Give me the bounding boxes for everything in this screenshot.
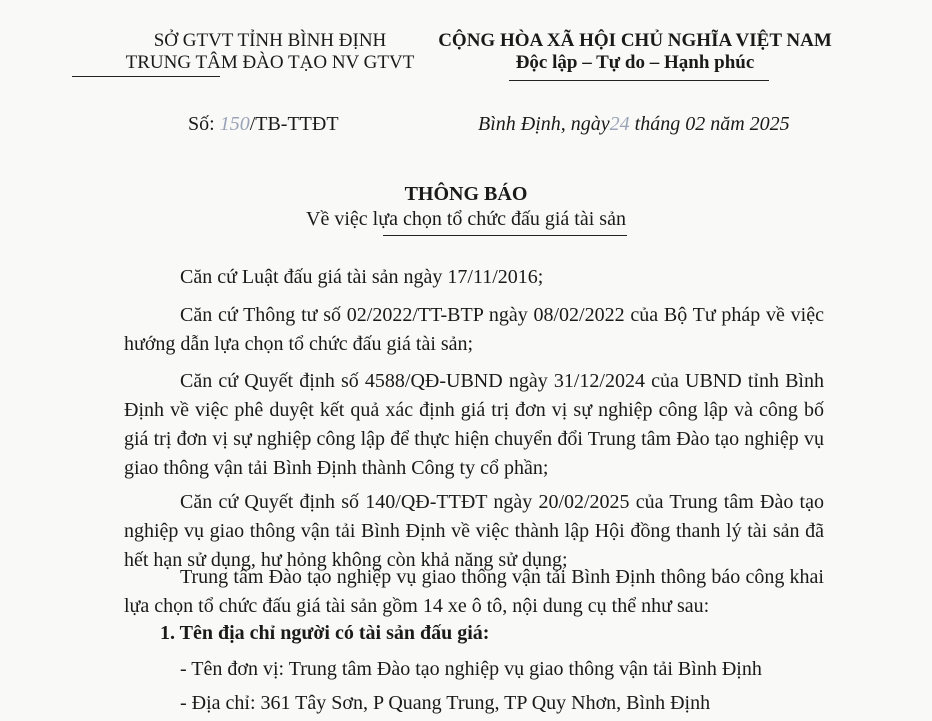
agency-name: TRUNG TÂM ĐÀO TẠO NV GTVT [125, 52, 415, 73]
document-number [188, 113, 339, 136]
document-number-suffix: /TB-TTĐT [249, 113, 339, 135]
national-header-block [430, 30, 840, 74]
legal-basis-paragraph [124, 488, 824, 575]
nation-name: CỘNG HÒA XÃ HỘI CHỦ NGHĨA VIỆT NAM [438, 30, 832, 51]
national-motto: Độc lập – Tự do – Hạnh phúc [515, 52, 755, 73]
motto-underline [509, 80, 769, 81]
issuing-agency-block [110, 30, 430, 74]
document-number-handwritten: 150 [219, 113, 250, 135]
legal-basis-paragraph [124, 263, 824, 292]
subtitle-underline [383, 235, 627, 236]
paragraph-text: Căn cứ Luật đấu giá tài sản ngày 17/11/2016; [180, 266, 544, 288]
legal-basis-paragraph [124, 301, 824, 359]
document-number-prefix: Số: [188, 113, 215, 135]
date-prefix: Bình Định, ngày [478, 113, 610, 135]
date-day-handwritten: 24 [609, 113, 630, 135]
section-heading: 1. Tên địa chỉ người có tài sản đấu giá: [160, 622, 490, 644]
document-date [478, 113, 790, 136]
list-item: - Địa chỉ: 361 Tây Sơn, P Quang Trung, TP Quy Nhơn, Bình Định [180, 692, 711, 714]
paragraph-text: Căn cứ Quyết định số 140/QĐ-TTĐT ngày 20/02/2025 của Trung tâm Đào tạo nghiệp vụ giao thông vận tải Bình Định về việc thành lập Hội đồng thanh lý tài sản đã hết hạn sử dụng, hư hỏng không còn khả năng sử dụng; [124, 491, 824, 571]
paragraph-text: Trung tâm Đào tạo nghiệp vụ giao thông vận tải Bình Định thông báo công khai lựa chọn tổ chức đấu giá tài sản gồm 14 xe ô tô, nội dung cụ thể như sau: [124, 566, 824, 617]
announcement-paragraph [124, 563, 824, 621]
document-subtitle: Về việc lựa chọn tổ chức đấu giá tài sản [306, 208, 626, 230]
date-suffix: tháng 02 năm 2025 [634, 113, 790, 135]
agency-underline [72, 76, 220, 77]
paragraph-text: Căn cứ Quyết định số 4588/QĐ-UBND ngày 31/12/2024 của UBND tỉnh Bình Định về việc phê duyệt kết quả xác định giá trị đơn vị sự nghiệp công lập và công bố giá trị đơn vị sự nghiệp công lập để thực hiện chuyển đổi Trung tâm Đào tạo nghiệp vụ giao thông vận tải Bình Định thành Công ty cổ phần; [124, 370, 824, 479]
legal-basis-paragraph [124, 367, 824, 483]
list-item: - Tên đơn vị: Trung tâm Đào tạo nghiệp vụ giao thông vận tải Bình Định [180, 658, 762, 680]
parent-agency-name: SỞ GTVT TỈNH BÌNH ĐỊNH [153, 30, 387, 51]
paragraph-text: Căn cứ Thông tư số 02/2022/TT-BTP ngày 08/02/2022 của Bộ Tư pháp về việc hướng dẫn lựa chọn tổ chức đấu giá tài sản; [124, 304, 824, 355]
document-title: THÔNG BÁO [404, 183, 528, 205]
